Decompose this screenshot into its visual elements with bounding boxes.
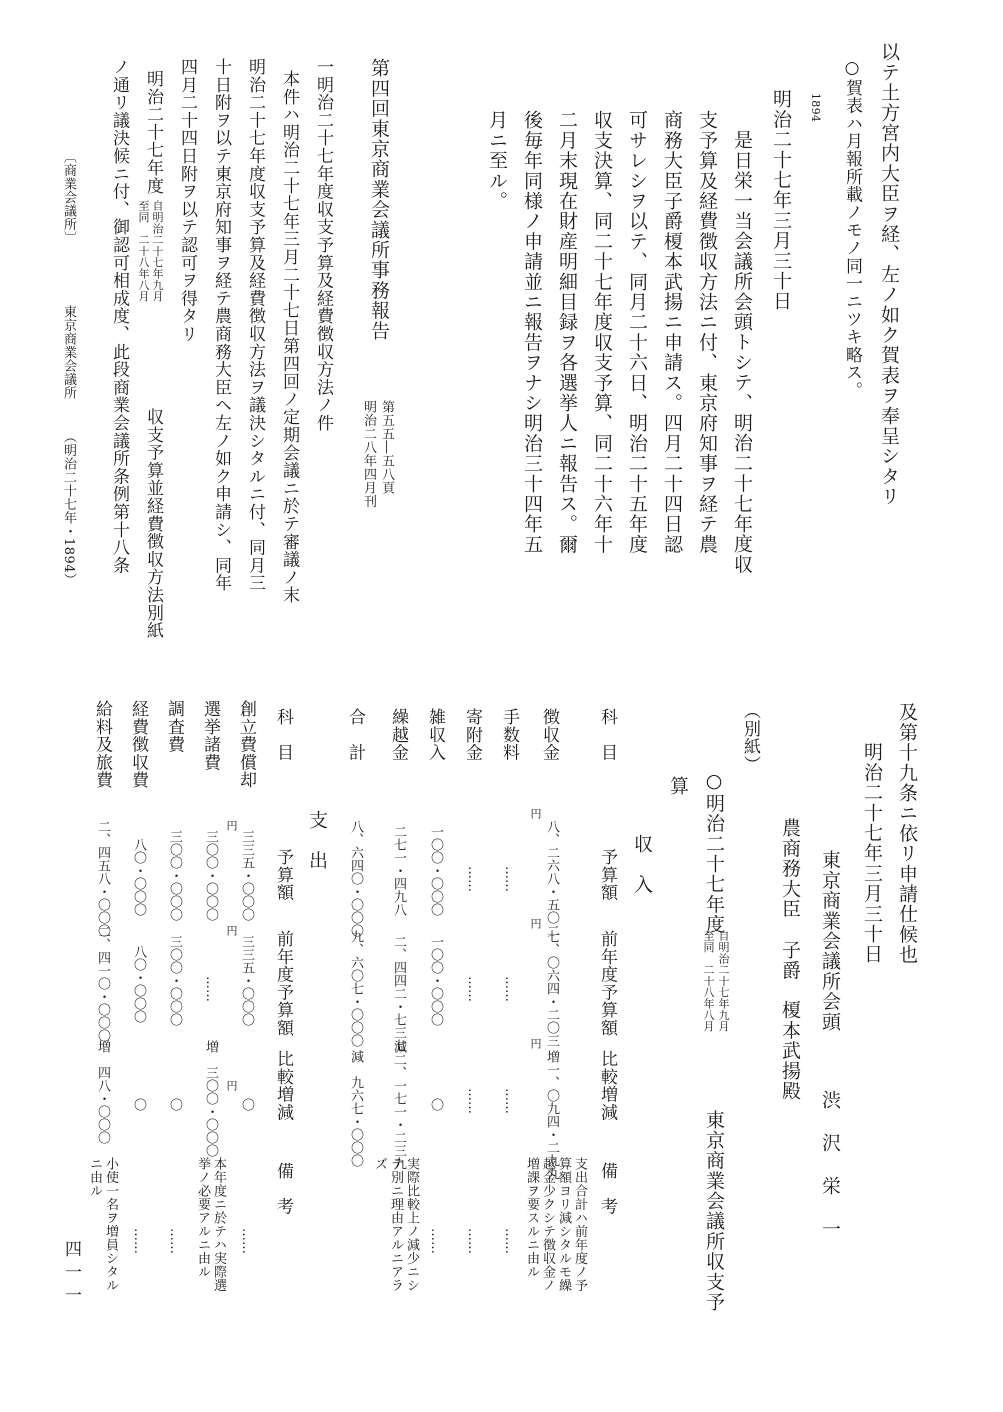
expense-row-item: 選挙諸費 [200, 700, 220, 772]
expense-row-prev: …… [203, 976, 218, 1002]
entry-line-7: 後毎年同様ノ申請並ニ報告ヲナシ明治三十四年五 [521, 110, 543, 555]
expense-header-note: 備 考 [273, 1162, 293, 1216]
income-row-prev: …… [465, 976, 480, 1002]
yen-unit: 円 [529, 918, 542, 930]
income-header-prev: 前年度予算額 [597, 930, 617, 1037]
report-line-6-paren-2: 至同 二十八年八月 [137, 200, 150, 302]
expense-row-prev: 三〇〇・〇〇〇 [167, 935, 182, 1026]
expense-row-item: 創立費償却 [236, 700, 256, 789]
entry-line-6: 二月末現在財産明細目録ヲ各選挙人ニ報告ス。爾 [556, 110, 578, 555]
income-header-budget: 予算額 [597, 848, 617, 902]
budget-title-3: 算 [667, 776, 689, 797]
expense-header-prev: 前年度予算額 [273, 930, 293, 1037]
income-row-note: 支出合計ハ前年度ノ予 [572, 1157, 587, 1292]
report-ref-date: 明治二八年四月刊 [361, 400, 376, 508]
expense-header-diff: 比較増減 [273, 1050, 293, 1122]
income-row-budget: 八、二六八・五〇二 [544, 820, 559, 937]
expense-row-prev: 三三五・〇〇〇 [239, 935, 254, 1026]
sender-name: 渋沢栄一 [819, 1090, 841, 1262]
footer-org: 東京商業会議所 [61, 305, 76, 400]
report-line-4: 十日附ヲ以テ東京府知事ヲ経テ農商務大臣ヘ左ノ如ク申請シ、同年 [211, 58, 231, 592]
expense-row-diff: 増 三〇〇・〇〇〇 [203, 1040, 218, 1157]
expense-row-item: 経費徴収費 [128, 700, 148, 789]
entry-line-8: 月ニ至ル。 [486, 110, 508, 211]
income-row-prev: 一〇〇・〇〇〇 [428, 935, 443, 1026]
expense-row-budget: 三〇〇・〇〇〇 [203, 830, 218, 921]
entry-line-3: 商務大臣子爵榎本武揚ニ申請ス。四月二十四日認 [661, 110, 683, 555]
recipient-name: 榎本武揚殿 [779, 1000, 801, 1101]
expense-row-note: …… [167, 1228, 182, 1254]
income-header-item: 科 目 [597, 708, 617, 762]
yen-unit: 円 [225, 925, 238, 937]
yen-unit: 円 [529, 808, 542, 820]
income-row-budget: 一〇〇・〇〇〇 [428, 825, 443, 916]
footer-year: （明治二十七年・1894） [61, 430, 76, 587]
western-year-note: 1894 [809, 93, 822, 123]
upper-line-2: ○賀表ハ月報所載ノモノ同一ニツキ略ス。 [842, 58, 862, 400]
report-line-7: ノ通リ議決候ニ付、御認可相成度、此段商業会議所条例第十八条 [109, 58, 129, 575]
expense-row-budget: 二、四五八・〇〇〇 [95, 820, 110, 937]
yen-unit: 円 [225, 1080, 238, 1092]
income-row-note: テ別ニ理由アルニアラ [388, 1157, 403, 1292]
expense-row-note: 挙ノ必要アルニ由ル [195, 1157, 210, 1279]
income-row-note: 越金少クシテ徴収金ノ [540, 1157, 555, 1292]
recipient-title: 農商務大臣 [779, 818, 801, 919]
income-row-note: ズ [372, 1157, 387, 1171]
yen-unit: 円 [529, 1038, 542, 1050]
budget-title: ○明治二十七年度 [703, 770, 725, 935]
income-row-budget: …… [502, 866, 517, 892]
income-row-item: 雑収入 [425, 708, 445, 762]
budget-title-2: 東京商業会議所収支予 [703, 1110, 725, 1312]
report-ref-pages: 第五五―五八頁 [379, 400, 394, 495]
annex-label: （別紙） [740, 702, 760, 774]
income-header-diff: 比較増減 [597, 1050, 617, 1122]
expense-row-note: …… [239, 1228, 254, 1254]
sender-org: 東京商業会議所会頭 [819, 850, 841, 1032]
income-total-diff: 減 九六七・〇〇〇 [348, 1050, 363, 1167]
income-row-prev: 二、四四二・七三七 [391, 935, 406, 1052]
footer-section: 〔商業会議所〕 [61, 150, 76, 245]
income-total-item: 合 計 [345, 708, 365, 762]
entry-line-2: 支予算及経費徴収方法ニ付、東京府知事ヲ経テ農 [696, 110, 718, 555]
expense-row-note: 小使一名ヲ増員シタル [103, 1157, 118, 1292]
income-total-prev: 九、六〇七・〇〇〇 [348, 930, 363, 1047]
income-row-item: 繰越金 [388, 708, 408, 762]
income-row-note: …… [428, 1228, 443, 1254]
income-row-item: 寄附金 [462, 708, 482, 762]
income-row-budget: …… [465, 866, 480, 892]
budget-paren-2: 至同 二十八年八月 [702, 930, 715, 1032]
report-line-1: 一明治二十七年度収支予算及経費徴収方法ノ件 [313, 58, 333, 432]
expense-row-note: ニ由ル [87, 1157, 102, 1198]
report-line-6b: 収支予算並経費徴収方法別紙 [143, 408, 163, 640]
upper-line-1: 以テ土方宮内大臣ヲ経、左ノ如ク賀表ヲ奉呈シタリ [878, 42, 900, 507]
income-total-budget: 八、六四〇・〇〇〇 [348, 820, 363, 937]
entry-line-5: 収支決算、同二十七年度収支予算、同二十六年十 [591, 110, 613, 555]
income-row-diff: 増一、〇九四・二九九 [544, 1050, 559, 1180]
income-row-note: 算額ヨリ減シタルモ繰 [556, 1157, 571, 1292]
entry-line-1: 是日栄一当会議所会頭トシテ、明治二十七年度収 [731, 130, 753, 575]
income-row-item: 徴収金 [539, 708, 559, 762]
income-row-note: 実際比較上ノ減少ニシ [404, 1157, 419, 1292]
expense-row-diff: 〇 [131, 1098, 146, 1111]
income-header-note: 備 考 [597, 1162, 617, 1216]
income-row-diff: …… [465, 1088, 480, 1114]
entry-line-4: 可サレシヲ以テ、同月二十六日、明治二十五年度 [626, 110, 648, 555]
yen-unit: 円 [225, 820, 238, 832]
report-line-6a: 明治二十七年度 [143, 70, 163, 195]
expense-row-budget: 八〇・〇〇〇 [131, 838, 146, 916]
expense-row-item: 調査費 [164, 700, 184, 754]
expense-row-item: 給料及旅費 [92, 700, 112, 789]
expense-row-diff: 〇 [167, 1098, 182, 1111]
lower-line-1: 及第十九条ニ依リ申請仕候也 [896, 702, 918, 965]
income-row-prev: …… [502, 976, 517, 1002]
page-number: 四一一 [61, 1240, 81, 1309]
income-row-note: 増課ヲ要スルニ由ル [524, 1157, 539, 1279]
income-row-note: …… [465, 1228, 480, 1254]
recipient-rank: 子爵 [779, 940, 801, 981]
expense-row-prev: 八〇・〇〇〇 [131, 945, 146, 1023]
expense-row-diff: 〇 [239, 1098, 254, 1111]
income-row-budget: 二七一・四九八 [391, 825, 406, 916]
expense-row-budget: 三〇〇・〇〇〇 [167, 830, 182, 921]
budget-paren-1: 自明治二十七年九月 [717, 930, 730, 1032]
expense-row-budget: 三三五・〇〇〇 [239, 830, 254, 921]
income-row-diff: 〇 [428, 1098, 443, 1111]
expense-header-item: 科 目 [273, 708, 293, 762]
expense-row-prev: 二、四一〇・〇〇〇 [95, 925, 110, 1042]
lower-date: 明治二十七年三月三十日 [861, 742, 883, 965]
expense-row-diff: 増 四八・〇〇〇 [95, 1040, 110, 1144]
report-line-3: 明治二十七年度収支予算及経費徴収方法ヲ議決シタルニ付、同月三 [245, 58, 265, 592]
entry-date: 明治二十七年三月三十日 [770, 89, 792, 312]
income-heading: 収 入 [631, 834, 653, 895]
income-row-item: 手数料 [499, 708, 519, 762]
report-line-5: 四月二十四日附ヲ以テ認可ヲ得タリ [177, 58, 197, 343]
expense-row-note: …… [131, 1228, 146, 1254]
income-row-prev: 七、〇六四・二〇三 [544, 930, 559, 1047]
report-line-2: 本件ハ明治二十七年三月二十七日第四回ノ定期会議ニ於テ審議ノ末 [279, 70, 299, 604]
income-row-diff: …… [502, 1088, 517, 1114]
report-line-6-paren-1: 自明治二十七年九月 [151, 200, 164, 302]
expense-header-budget: 予算額 [273, 848, 293, 902]
report-title: 第四回東京商業会議所事務報告 [368, 58, 390, 341]
expense-row-note: 本年度ニ於テハ実際選 [211, 1157, 226, 1292]
income-row-diff: 減二、一七一・二三九 [391, 1040, 406, 1170]
expense-heading: 支 出 [306, 810, 328, 871]
income-row-note: …… [502, 1228, 517, 1254]
